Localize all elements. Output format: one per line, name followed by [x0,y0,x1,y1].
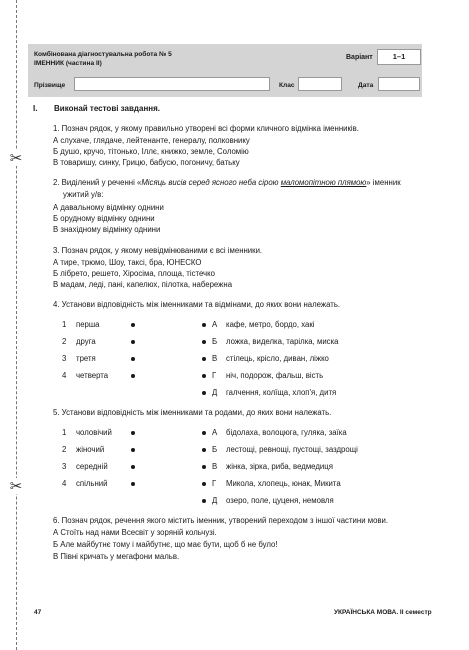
q2-highlighted-noun: маломопітною плямою [280,178,367,187]
q3-option-c[interactable]: В мадам, леді, пані, капелюх, пілотка, набережна [53,280,233,289]
q5-right-text: озеро, поле, цуценя, немовля [226,496,334,505]
q6-option-a[interactable]: А Стоїть над нами Всесвіт у зоряній кольчузі. [53,528,217,537]
q5-right-match-point[interactable] [202,448,206,452]
q5-right-letter: Г [212,479,217,488]
q4-left-label: друга [76,337,96,346]
q4-left-match-point[interactable] [131,340,135,344]
q5-left-label: спільний [76,479,108,488]
q5-right-match-point[interactable] [202,482,206,486]
q4-left-match-point[interactable] [131,323,135,327]
q4-left-num: 2 [62,337,67,346]
class-label: Клас [279,82,295,89]
section-title: Виконай тестові завдання. [54,104,160,113]
book-title: УКРАЇНСЬКА МОВА. ІІ семестр [334,609,432,616]
q5-left-match-point[interactable] [131,448,135,452]
q5-left-num: 1 [62,428,67,437]
q4-right-match-point[interactable] [202,340,206,344]
q4-right-match-point[interactable] [202,323,206,327]
q5-right-text: лестощі, ревнощі, пустощі, заздрощі [226,445,358,454]
variant-value: 1–1 [377,49,421,65]
q5-right-text: жінка, зірка, риба, ведмедиця [226,462,333,471]
q5-left-match-point[interactable] [131,431,135,435]
q4-left-match-point[interactable] [131,357,135,361]
q4-right-text: галчення, колїща, хлоп'я, дитя [226,388,337,397]
q5-left-num: 2 [62,445,67,454]
q6-option-c[interactable]: В Півні кричать у мегафони мальв. [53,552,180,561]
question-5: 5. Установи відповідність між іменниками та родами, до яких вони належать. [53,408,332,417]
q5-right-letter: Б [212,445,218,454]
scissors-icon: ✂ [9,477,23,495]
q5-right-text: Микола, хлопець, юнак, Микита [226,479,341,488]
q1-option-b[interactable]: Б душо, кручо, тітонько, Іллє, книжко, земле, Соломію [53,147,249,156]
q5-left-num: 3 [62,462,67,471]
q2-option-c[interactable]: В знахідному відмінку однини [53,225,161,234]
q5-right-match-point[interactable] [202,465,206,469]
q4-left-label: четверта [76,371,109,380]
q4-left-num: 3 [62,354,67,363]
worksheet-header [28,44,422,97]
q3-option-b[interactable]: Б лібрето, решето, Хіросіма, площа, тістечко [53,269,215,278]
surname-label: Прізвище [34,82,66,89]
variant-label: Варіант [346,54,373,61]
title-line-2: ІМЕННИК (частина ІІ) [34,59,102,67]
q4-right-match-point[interactable] [202,374,206,378]
question-6: 6. Познач рядок, речення якого містить іменник, утворений переходом з іншої частини мови. [53,516,389,525]
date-field[interactable] [378,77,420,91]
q4-left-num: 1 [62,320,67,329]
q4-right-text: ложка, виделка, тарілка, миска [226,337,339,346]
cut-line [16,0,17,650]
q4-right-match-point[interactable] [202,357,206,361]
q1-option-a[interactable]: А слухаче, глядаче, лейтенанте, генералу, полковнику [53,136,250,145]
q5-left-label: середній [76,462,108,471]
q2-quote: Місяць висів серед ясного неба сірою [141,178,281,187]
q4-right-text: стілець, крісло, диван, ліжко [226,354,329,363]
date-label: Дата [358,82,374,89]
q5-right-match-point[interactable] [202,499,206,503]
scissors-icon: ✂ [9,149,23,167]
q4-left-label: третя [76,354,96,363]
question-2 [53,178,401,188]
q6-option-b[interactable]: Б Але майбутнє тому і майбутнє, що має бути, щоб б не було! [53,540,278,549]
question-3: 3. Познач рядок, у якому невідмінюваними є всі іменники. [53,246,263,255]
q2-option-b[interactable]: Б орудному відмінку однини [53,214,155,223]
q4-right-letter: Д [212,388,218,397]
q5-right-text: бідолаха, волоцюга, гуляка, заїка [226,428,347,437]
q4-right-letter: В [212,354,218,363]
q2-text-end: » іменник [366,178,401,187]
worksheet-title [34,51,172,68]
q4-right-letter: Б [212,337,218,346]
q5-right-letter: В [212,462,218,471]
q5-left-num: 4 [62,479,67,488]
q5-left-match-point[interactable] [131,482,135,486]
q4-right-text: ніч, подорож, фальш, вість [226,371,324,380]
class-field[interactable] [298,77,342,91]
q4-left-label: перша [76,320,100,329]
q5-right-letter: Д [212,496,218,505]
q2-text-start: 2. Виділений у реченні « [53,178,142,187]
question-1: 1. Познач рядок, у якому правильно утворені всі форми кличного відмінка іменників. [53,124,359,133]
q5-left-label: чоловічий [76,428,112,437]
q3-option-a[interactable]: А тире, трюмо, Шоу, таксі, бра, ЮНЕСКО [53,258,202,267]
q2-option-a[interactable]: А давальному відмінку однини [53,203,164,212]
q4-left-match-point[interactable] [131,374,135,378]
question-4: 4. Установи відповідність між іменниками та відмінами, до яких вони належать. [53,300,341,309]
surname-field[interactable] [74,77,270,91]
q4-right-letter: Г [212,371,217,380]
q5-left-label: жіночий [76,445,105,454]
page-number: 47 [34,609,42,616]
q5-left-match-point[interactable] [131,465,135,469]
title-line-1: Комбінована діагностувальна робота № 5 [34,51,172,58]
q1-option-c[interactable]: В товаришу, синку, Грицю, бабусю, погоничу, батьку [53,158,240,167]
q4-right-text: кафе, метро, бордо, хакі [226,320,315,329]
section-number: I. [33,104,38,113]
q4-right-letter: А [212,320,218,329]
q5-right-letter: А [212,428,218,437]
q4-right-match-point[interactable] [202,391,206,395]
q5-right-match-point[interactable] [202,431,206,435]
question-2-continued: ужитий у/в: [63,190,104,199]
q4-left-num: 4 [62,371,67,380]
